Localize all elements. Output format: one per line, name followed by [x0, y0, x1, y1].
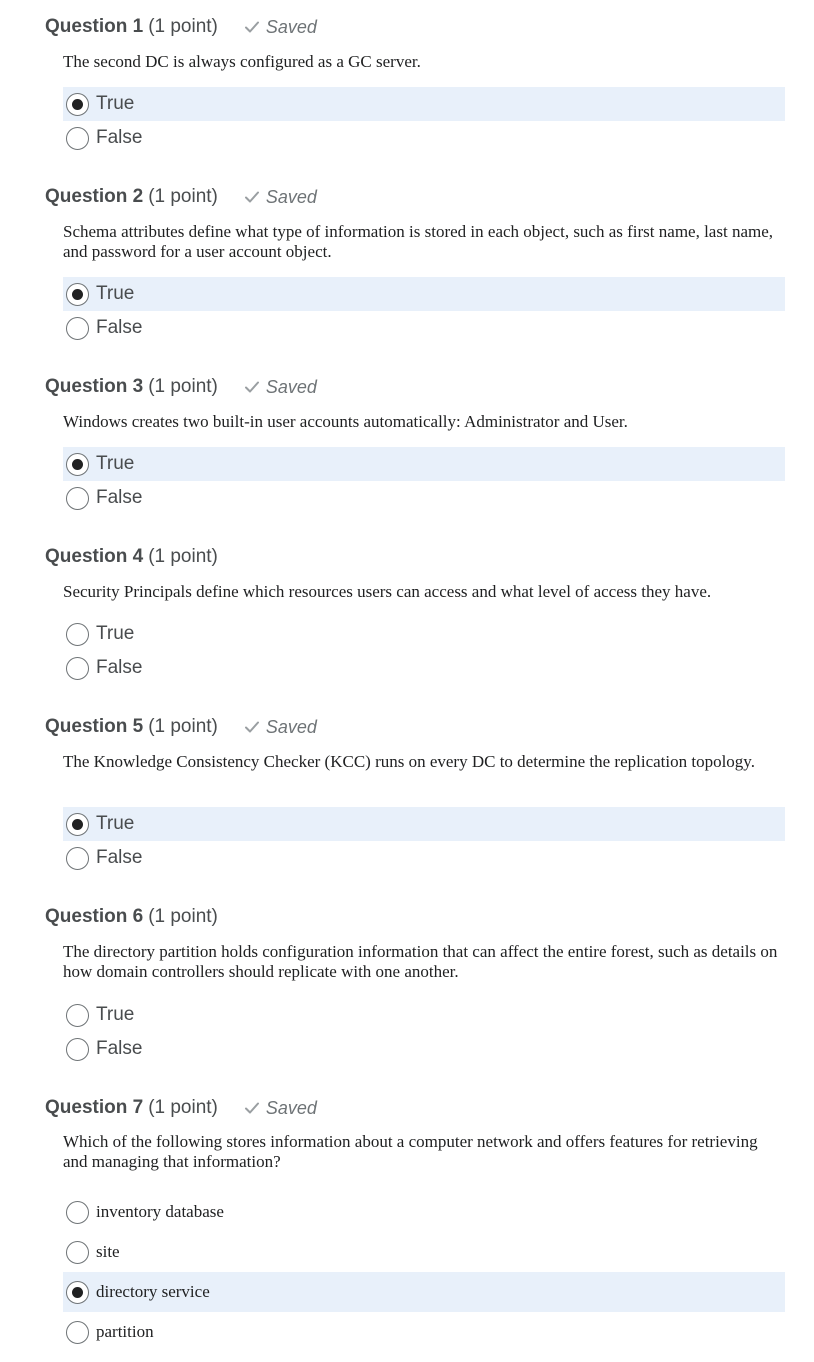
- option-label: False: [96, 487, 143, 508]
- radio-button-checked[interactable]: [66, 1281, 89, 1304]
- check-icon: [244, 1101, 260, 1115]
- option-site[interactable]: [63, 1232, 785, 1272]
- saved-label: Saved: [265, 716, 317, 737]
- question-text: Security Principals define which resources users can access and what level of access they have.: [63, 582, 712, 601]
- option-false[interactable]: [63, 311, 785, 345]
- saved-status: [244, 377, 317, 398]
- question-points: (1 point): [148, 186, 218, 207]
- question-header: [45, 374, 317, 400]
- saved-status: [244, 1098, 317, 1119]
- option-label: True: [96, 453, 135, 474]
- question-title: Question 3: [45, 376, 144, 397]
- radio-button-checked[interactable]: [66, 283, 89, 306]
- question-header: [45, 184, 317, 210]
- saved-status: [244, 17, 317, 38]
- question-points: (1 point): [148, 1097, 218, 1118]
- question-points: (1 point): [148, 546, 218, 567]
- question-header: [45, 904, 218, 930]
- question-header: [45, 714, 317, 740]
- option-label: True: [96, 623, 135, 644]
- radio-button-checked[interactable]: [66, 813, 89, 836]
- question-text: The Knowledge Consistency Checker (KCC) runs on every DC to determine the replication topology.: [63, 752, 755, 771]
- question-title: Question 7: [45, 1097, 144, 1118]
- question-points: (1 point): [148, 906, 218, 927]
- option-false[interactable]: [63, 121, 785, 155]
- radio-button[interactable]: [66, 657, 89, 680]
- saved-status: [244, 717, 317, 738]
- option-true[interactable]: [63, 617, 785, 651]
- option-label: True: [96, 93, 135, 114]
- radio-button[interactable]: [66, 317, 89, 340]
- option-label: True: [96, 813, 135, 834]
- question-text: The directory partition holds configuration information that can affect the entire forest, such as details on how domain controllers should replicate with one another.: [63, 942, 778, 981]
- option-true[interactable]: [63, 87, 785, 121]
- option-label: inventory database: [96, 1202, 224, 1221]
- question-points: (1 point): [148, 16, 218, 37]
- option-label: False: [96, 317, 143, 338]
- option-label: True: [96, 283, 135, 304]
- saved-status: [244, 187, 317, 208]
- question-header: [45, 14, 317, 40]
- option-false[interactable]: [63, 1032, 785, 1066]
- question-title: Question 1: [45, 16, 144, 37]
- option-false[interactable]: [63, 651, 785, 685]
- question-text: Windows creates two built-in user accounts automatically: Administrator and User.: [63, 412, 628, 431]
- question-title: Question 6: [45, 906, 144, 927]
- question-title: Question 4: [45, 546, 144, 567]
- question-text: Schema attributes define what type of information is stored in each object, such as first name, last name, and password for a user account object.: [63, 222, 774, 261]
- saved-label: Saved: [265, 16, 317, 37]
- option-false[interactable]: [63, 841, 785, 875]
- option-partition[interactable]: [63, 1312, 785, 1352]
- radio-button-checked[interactable]: [66, 93, 89, 116]
- check-icon: [244, 20, 260, 34]
- radio-button[interactable]: [66, 487, 89, 510]
- radio-button[interactable]: [66, 1201, 89, 1224]
- option-label: True: [96, 1004, 135, 1025]
- option-label: False: [96, 657, 143, 678]
- check-icon: [244, 720, 260, 734]
- option-false[interactable]: [63, 481, 785, 515]
- radio-button[interactable]: [66, 1321, 89, 1344]
- question-title: Question 2: [45, 186, 144, 207]
- question-points: (1 point): [148, 716, 218, 737]
- question-points: (1 point): [148, 376, 218, 397]
- radio-button-checked[interactable]: [66, 453, 89, 476]
- saved-label: Saved: [265, 376, 317, 397]
- option-true[interactable]: [63, 807, 785, 841]
- check-icon: [244, 380, 260, 394]
- option-inventory-database[interactable]: [63, 1192, 785, 1232]
- saved-label: Saved: [265, 186, 317, 207]
- question-title: Question 5: [45, 716, 144, 737]
- question-header: [45, 1095, 317, 1121]
- option-label: False: [96, 127, 143, 148]
- saved-label: Saved: [265, 1097, 317, 1118]
- option-true[interactable]: [63, 447, 785, 481]
- question-text: The second DC is always configured as a GC server.: [63, 52, 421, 71]
- question-text: Which of the following stores information about a computer network and offers features for retrieving and managing that information?: [63, 1132, 758, 1171]
- radio-button[interactable]: [66, 623, 89, 646]
- radio-button[interactable]: [66, 1241, 89, 1264]
- option-label: site: [96, 1242, 120, 1261]
- option-true[interactable]: [63, 998, 785, 1032]
- option-directory-service[interactable]: [63, 1272, 785, 1312]
- check-icon: [244, 190, 260, 204]
- option-label: directory service: [96, 1282, 210, 1301]
- question-header: [45, 544, 218, 570]
- option-true[interactable]: [63, 277, 785, 311]
- option-label: partition: [96, 1322, 154, 1341]
- option-label: False: [96, 1038, 143, 1059]
- option-label: False: [96, 847, 143, 868]
- radio-button[interactable]: [66, 127, 89, 150]
- radio-button[interactable]: [66, 1038, 89, 1061]
- radio-button[interactable]: [66, 847, 89, 870]
- radio-button[interactable]: [66, 1004, 89, 1027]
